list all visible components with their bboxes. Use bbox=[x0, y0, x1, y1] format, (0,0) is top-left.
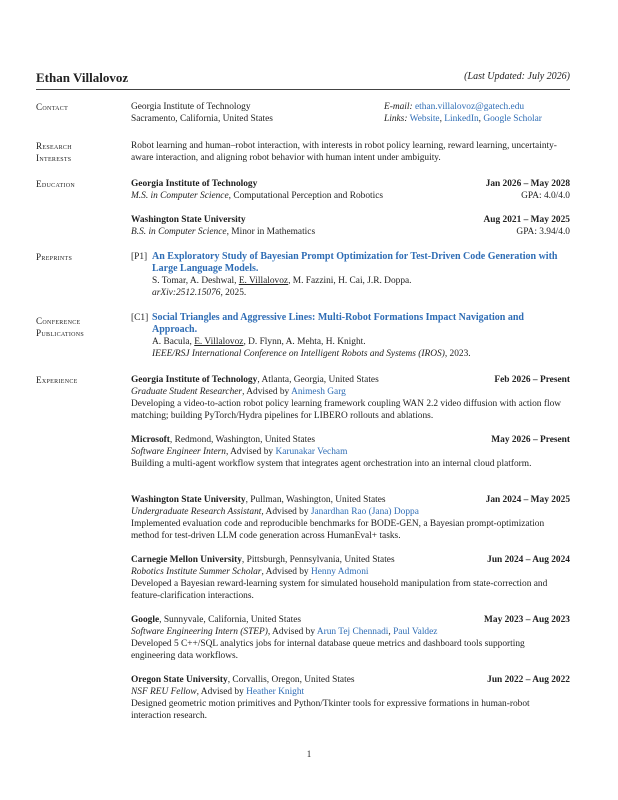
experience-item bbox=[131, 674, 570, 722]
experience-location: , Redmond, Washington, United States bbox=[169, 435, 316, 445]
email-label: E-mail: bbox=[384, 102, 413, 112]
experience-location: , Pittsburgh, Pennsylvania, United States bbox=[241, 555, 395, 565]
gpa: GPA: 4.0/4.0 bbox=[521, 191, 570, 201]
last-updated: (Last Updated: July 2026) bbox=[464, 71, 570, 82]
page-number: 1 bbox=[306, 749, 312, 759]
preprint-year: , 2025. bbox=[220, 288, 247, 298]
research-section bbox=[36, 140, 570, 166]
experience-description: Implemented evaluation code and reproducible benchmarks for BODE-GEN, a Bayesian prompt-optimization method for test-driven LLM code generation across HumanEval+ tasks. bbox=[131, 519, 545, 541]
website-link[interactable]: Website bbox=[409, 114, 440, 124]
email-link[interactable]: ethan.villalovoz@gatech.edu bbox=[414, 102, 525, 112]
education-dates: Jan 2026 – May 2028 bbox=[485, 179, 570, 189]
advisor-link[interactable]: Henny Admoni bbox=[310, 567, 369, 577]
conference-section bbox=[36, 312, 570, 362]
experience-item bbox=[131, 554, 570, 602]
experience-org: Washington State University bbox=[131, 495, 246, 505]
preprint-authors-post: , M. Fazzini, H. Cai, J.R. Doppa. bbox=[288, 276, 412, 286]
experience-description: Developing a video-to-action robot policy learning framework coupling WAN 2.2 video diffusion with action flow matching; building PyTorch/Hydra pipelines for LIBERO rollouts and ablations. bbox=[131, 399, 562, 421]
conference-authors-pre: A. Bacula, bbox=[152, 337, 195, 347]
advised-by-text: , Advised by bbox=[196, 687, 247, 697]
conference-year: , 2023. bbox=[444, 349, 471, 359]
advised-by-text: , Advised by bbox=[225, 447, 276, 457]
experience-role: Graduate Student Researcher bbox=[131, 387, 243, 397]
conference-entry bbox=[152, 312, 570, 360]
experience-location: , Pullman, Washington, United States bbox=[245, 495, 386, 505]
advisor-link[interactable]: Heather Knight bbox=[246, 687, 305, 697]
advisor-link[interactable]: Arun Tej Chennadi bbox=[316, 627, 389, 637]
experience-location: , Atlanta, Georgia, United States bbox=[257, 375, 379, 385]
experience-dates: May 2023 – Aug 2023 bbox=[484, 615, 570, 625]
research-interests-text: Robot learning and human–robot interaction, with interests in robot policy learning, reward learning, uncertainty-aware interaction, and aligning robot behavior with human intent under ambiguity. bbox=[131, 141, 557, 163]
experience-org: Microsoft bbox=[131, 435, 170, 445]
experience-description: Designed geometric motion primitives and Python/Tkinter tools for expressive formations in human-robot interaction research. bbox=[131, 699, 530, 721]
degree-minor: , Computational Perception and Robotics bbox=[228, 191, 384, 201]
conference-tag: [C1] bbox=[131, 313, 149, 323]
advised-by-text: , Advised by bbox=[242, 387, 292, 397]
preprint-tag: [P1] bbox=[131, 252, 148, 262]
experience-description: Developed 5 C++/SQL analytics jobs for internal database queue metrics and dashboard tools supporting engineering data workflows. bbox=[131, 639, 525, 661]
gpa: GPA: 3.94/4.0 bbox=[516, 227, 570, 237]
experience-org: Google bbox=[131, 615, 160, 625]
experience-section bbox=[36, 374, 570, 734]
preprint-venue: arXiv:2512.15076 bbox=[152, 288, 221, 298]
experience-org: Oregon State University bbox=[131, 675, 228, 685]
education-item bbox=[131, 214, 570, 238]
degree-field: B.S. in Computer Science bbox=[131, 227, 227, 237]
resume-header bbox=[36, 70, 570, 90]
contact-title: Contact bbox=[36, 102, 69, 112]
school-name: Georgia Institute of Technology bbox=[131, 179, 258, 189]
education-item bbox=[131, 178, 570, 202]
experience-location: , Sunnyvale, California, United States bbox=[159, 615, 302, 625]
conference-authors-post: , D. Flynn, A. Mehta, H. Knight. bbox=[243, 337, 366, 347]
advisor-link-2[interactable]: Paul Valdez bbox=[393, 627, 438, 637]
experience-role: Undergraduate Research Assistant bbox=[131, 507, 262, 517]
contact-institution: Georgia Institute of Technology bbox=[131, 102, 251, 112]
advisor-link[interactable]: Animesh Garg bbox=[291, 387, 346, 397]
advised-by-text: , Advised by bbox=[267, 627, 317, 637]
experience-org: Georgia Institute of Technology bbox=[131, 375, 258, 385]
conference-author-self: E. Villalovoz bbox=[194, 337, 244, 347]
advisor-link[interactable]: Janardhan Rao (Jana) Doppa bbox=[310, 507, 419, 517]
education-title: Education bbox=[36, 179, 75, 189]
contact-location: Sacramento, California, United States bbox=[131, 114, 273, 124]
advised-by-text: , Advised by bbox=[261, 507, 311, 517]
experience-dates: Feb 2026 – Present bbox=[494, 375, 570, 385]
experience-item bbox=[131, 434, 570, 470]
experience-item: Google, Sunnyvale, California, United States May 2023 – Aug 2023 Software Engineering Intern (STEP), Advised by Arun Tej Chennadi, Paul Valdez Developed 5 C++/SQL analytics jobs for internal database queue metrics and dashboard tools supporting engineering data workflows. bbox=[131, 615, 570, 661]
preprint-entry bbox=[152, 251, 570, 299]
contact-section: Contact Georgia Institute of Technology Sacramento, California, United States E-mail: ethan.villalovoz@gatech.edu Links: Website, LinkedIn, Google Scholar bbox=[36, 102, 542, 124]
experience-item bbox=[131, 374, 570, 422]
education-section bbox=[36, 178, 570, 238]
experience-description: Building a multi-agent workflow system that integrates agent orchestration into an internal cloud platform. bbox=[131, 459, 532, 469]
experience-dates: Jan 2024 – May 2025 bbox=[485, 495, 570, 505]
advised-by-text: , Advised by bbox=[261, 567, 311, 577]
preprint-authors-pre: S. Tomar, A. Deshwal, bbox=[152, 276, 239, 286]
degree-minor: , Minor in Mathematics bbox=[226, 227, 316, 237]
research-title-line2: Interests bbox=[36, 153, 72, 163]
experience-dates: Jun 2022 – Aug 2022 bbox=[487, 675, 570, 685]
experience-role: Software Engineering Intern (STEP) bbox=[131, 627, 268, 637]
preprint-title-link[interactable]: An Exploratory Study of Bayesian Prompt Optimization for Test-Driven Code Generation with Large Language Models. bbox=[152, 251, 558, 274]
school-name: Washington State University bbox=[131, 215, 246, 225]
conference-venue: IEEE/RSJ International Conference on Intelligent Robots and Systems (IROS) bbox=[152, 349, 445, 359]
conference-title-line1: Conference bbox=[36, 316, 81, 326]
experience-role: NSF REU Fellow bbox=[131, 687, 197, 697]
education-dates: Aug 2021 – May 2025 bbox=[483, 215, 570, 225]
author-name: Ethan Villalovoz bbox=[36, 70, 129, 85]
experience-org: Carnegie Mellon University bbox=[131, 555, 242, 565]
preprints-section bbox=[36, 251, 570, 301]
preprint-author-self: E. Villalovoz bbox=[238, 276, 289, 286]
research-title-line1: Research bbox=[36, 141, 72, 151]
experience-location: , Corvallis, Oregon, United States bbox=[227, 675, 355, 685]
experience-dates: May 2026 – Present bbox=[491, 435, 570, 445]
conference-title-line2: Publications bbox=[36, 328, 85, 338]
header-rule bbox=[36, 89, 570, 90]
preprints-title: Preprints bbox=[36, 252, 73, 262]
experience-role: Software Engineer Intern bbox=[131, 447, 226, 457]
degree-field: M.S. in Computer Science bbox=[131, 191, 229, 201]
advisor-link[interactable]: Karunakar Vecham bbox=[275, 447, 348, 457]
conference-title-link[interactable]: Social Triangles and Aggressive Lines: Multi-Robot Formations Impact Navigation and Approach. bbox=[152, 312, 524, 335]
experience-dates: Jun 2024 – Aug 2024 bbox=[487, 555, 570, 565]
experience-description: Developed a Bayesian reward-learning system for simulated household manipulation from state-correction and feature-clarification interactions. bbox=[131, 579, 548, 601]
google-scholar-link[interactable]: Google Scholar bbox=[483, 114, 542, 124]
experience-role: Robotics Institute Summer Scholar bbox=[131, 567, 262, 577]
experience-title: Experience bbox=[36, 375, 78, 385]
links-label: Links: bbox=[384, 114, 408, 124]
linkedin-link[interactable]: LinkedIn bbox=[444, 114, 479, 124]
experience-item bbox=[131, 494, 570, 542]
